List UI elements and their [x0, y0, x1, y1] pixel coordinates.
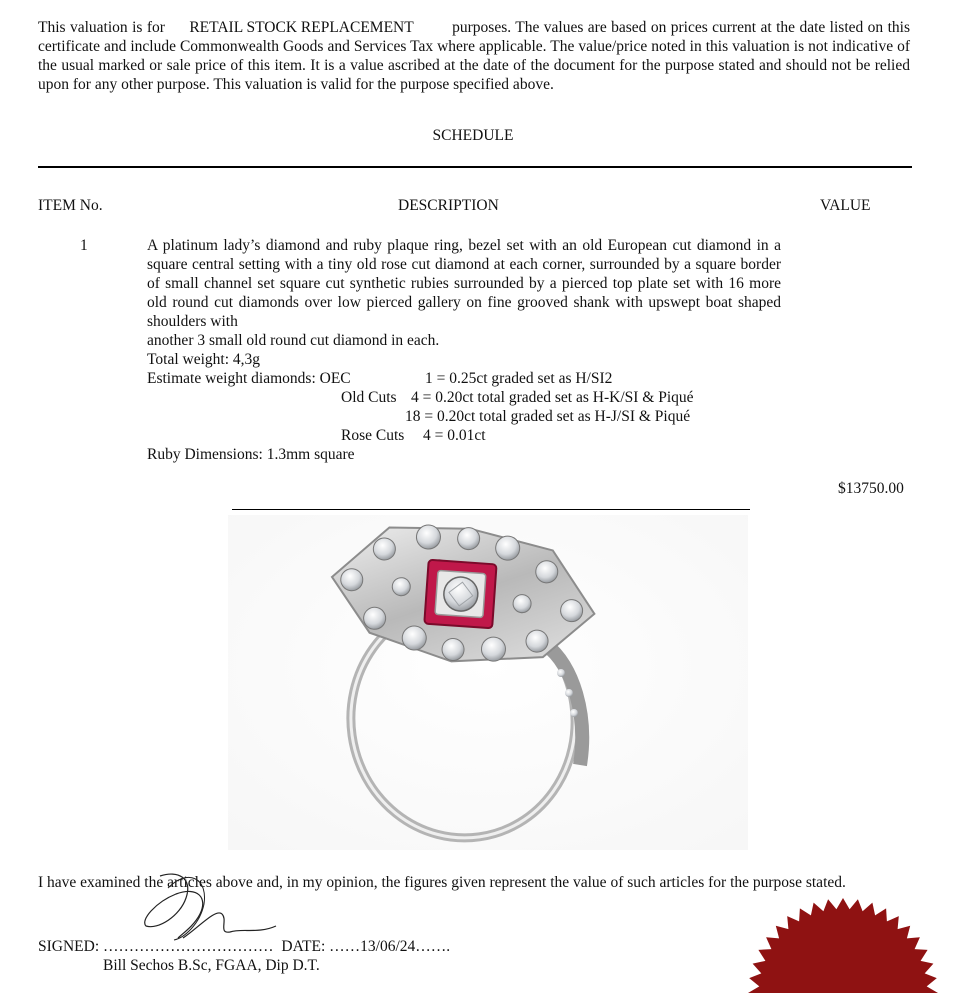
examination-declaration: I have examined the articles above and, in my opinion, the figures given represent the value of such articles for the purpose stated.: [38, 874, 846, 891]
rose-cuts-label: Rose Cuts: [341, 427, 405, 444]
item-value: $13750.00: [838, 480, 904, 497]
header-item-no: ITEM No.: [38, 197, 103, 214]
signatory-name: Bill Sechos B.Sc, FGAA, Dip D.T.: [103, 957, 320, 974]
old-cuts-row-2: [147, 407, 781, 426]
old-cuts-value-1: 4 = 0.20ct total graded set as H-K/SI & Piqué: [411, 389, 694, 406]
red-seal: [738, 893, 948, 993]
signed-line: [38, 937, 450, 956]
schedule-title: SCHEDULE: [432, 127, 514, 144]
rose-cuts-value: 4 = 0.01ct: [423, 427, 486, 444]
description-underline: [232, 509, 750, 510]
total-weight: Total weight: 4,3g: [147, 351, 260, 368]
item-description-last: another 3 small old round cut diamond in each.: [147, 332, 440, 349]
intro-prefix: This valuation is for: [38, 19, 165, 36]
rose-cuts-row: [147, 426, 781, 445]
item-number: 1: [80, 237, 88, 254]
ruby-dimensions: Ruby Dimensions: 1.3mm square: [147, 446, 355, 463]
signed-label: SIGNED: ……………………………: [38, 938, 274, 955]
item-description-block: [147, 236, 781, 464]
oec-value: 1 = 0.25ct graded set as H/SI2: [425, 370, 613, 387]
header-value: VALUE: [820, 197, 871, 214]
intro-body: date listed on this certificate and include Commonwealth Goods and Services Tax where applicable. The value/price noted in this valuation is not indicative of the usual marked or sale price of this item. It is a value ascribed at the date of the document for the purpose stated and should not be relied upon for any other purpose. This valuation is valid for the purpose specified above.: [38, 19, 910, 93]
estimate-weight-label: Estimate weight diamonds: OEC: [147, 370, 351, 387]
old-cuts-row: [147, 388, 781, 407]
ring-photo: [228, 515, 748, 850]
valuation-purpose: RETAIL STOCK REPLACEMENT: [189, 19, 414, 36]
header-description: DESCRIPTION: [398, 197, 499, 214]
ring-illustration: [228, 515, 748, 850]
item-description: A platinum lady’s diamond and ruby plaque ring, bezel set with an old European cut diamond in a square central setting with a tiny old rose cut diamond at each corner, surrounded by a square border of small channel set square cut synthetic rubies surrounded by a pierced top plate set with 16 more old round cut diamonds over low pierced gallery on fine grooved shank with upswept boat shaped shoulders with: [147, 237, 781, 330]
diamond-estimate-oec-row: [147, 369, 781, 388]
valuation-purpose-statement: [38, 18, 910, 94]
handwritten-signature: [138, 868, 288, 948]
old-cuts-label: Old Cuts: [341, 389, 397, 406]
old-cuts-value-2: 18 = 0.20ct total graded set as H-J/SI & Piqué: [405, 408, 691, 425]
schedule-divider: [38, 166, 912, 168]
date-label: DATE: ……13/06/24…….: [281, 938, 451, 955]
intro-line1-rest: purposes. The values are based on prices current at the: [452, 19, 796, 36]
